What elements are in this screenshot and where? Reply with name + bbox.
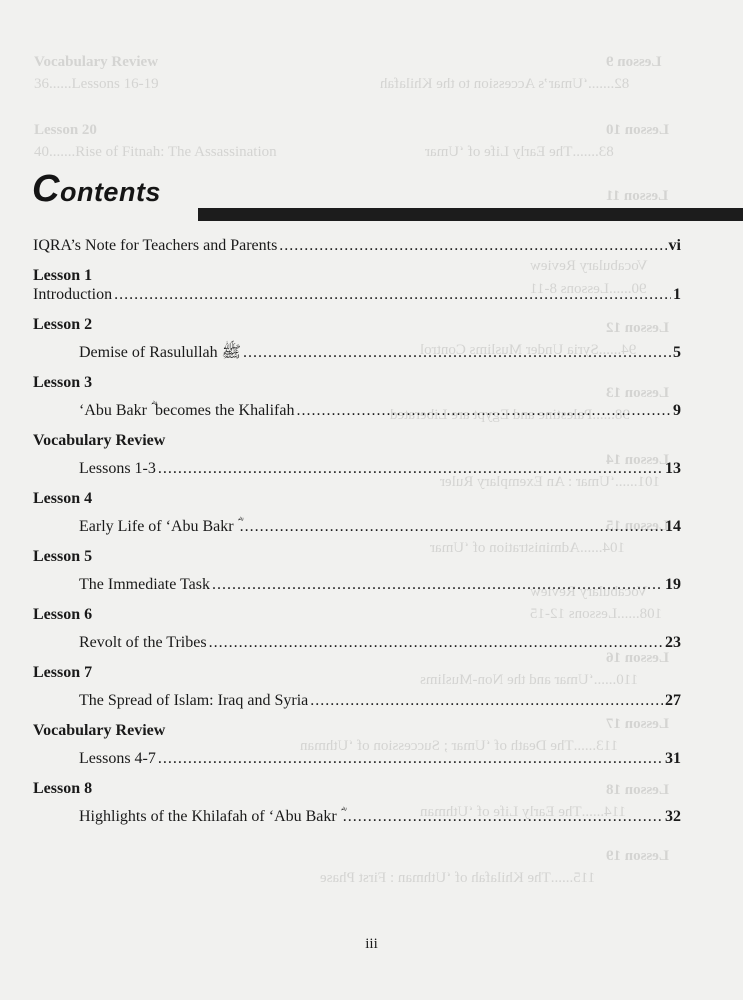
toc-entry-label: ‘Abu Bakr ؓ becomes the Khalifah xyxy=(79,402,295,419)
leader-dots xyxy=(296,401,671,420)
toc-entry-label: Highlights of the Khilafah of ‘Abu Bakr ؓ xyxy=(79,808,341,825)
toc-page-number: 32 xyxy=(665,808,681,825)
toc-entry-label: Early Life of ‘Abu Bakr ؓ xyxy=(79,518,238,535)
leader-dots xyxy=(158,459,663,478)
toc-entry-label: Introduction xyxy=(33,286,113,303)
toc-page-number: 19 xyxy=(665,576,681,593)
toc-page-number: 13 xyxy=(665,460,681,477)
leader-dots xyxy=(279,236,666,255)
toc-entry xyxy=(33,633,681,652)
title-rest: ontents xyxy=(59,177,161,207)
leader-dots xyxy=(343,807,663,826)
toc-page-number: 14 xyxy=(665,518,681,535)
toc-page-number: 31 xyxy=(665,750,681,767)
toc-heading: Lesson 8 xyxy=(33,780,93,797)
toc-entry-label: Revolt of the Tribes xyxy=(79,634,207,651)
toc-page-number: 1 xyxy=(673,286,681,303)
toc-entry xyxy=(33,575,681,594)
toc-entry xyxy=(33,807,681,826)
toc-page-number: 5 xyxy=(673,344,681,361)
page-title xyxy=(32,168,161,211)
leader-dots xyxy=(212,575,663,594)
toc-page-number: vi xyxy=(668,237,681,254)
leader-dots xyxy=(243,343,671,362)
title-rule xyxy=(198,208,743,221)
title-initial: C xyxy=(32,168,60,210)
toc-heading: Lesson 7 xyxy=(33,664,93,681)
toc-heading: Lesson 3 xyxy=(33,374,93,391)
toc-entry xyxy=(33,691,681,710)
toc-page-number: 27 xyxy=(665,692,681,709)
toc-entry xyxy=(33,401,681,420)
toc-heading: Lesson 1 xyxy=(33,267,93,284)
toc-entry-label: Lessons 4-7 xyxy=(79,750,156,767)
toc-heading: Vocabulary Review xyxy=(33,432,166,449)
table-of-contents xyxy=(33,236,681,826)
toc-page-number: 23 xyxy=(665,634,681,651)
toc-entry-label: IQRA’s Note for Teachers and Parents xyxy=(33,237,278,254)
toc-entry-label: The Immediate Task xyxy=(79,576,210,593)
toc-entry-label: Lessons 1-3 xyxy=(79,460,156,477)
toc-entry xyxy=(33,285,681,304)
toc-entry xyxy=(33,236,681,255)
leader-dots xyxy=(114,285,671,304)
toc-heading: Lesson 4 xyxy=(33,490,93,507)
book-page: Vocabulary Review 36......Lessons 16-19 82.......‘Umar’s Accession to the Khilafah Lesson 9 Lesson 20 40.......Rise of Fitnah: The Assassination 83.......The Early Life of ‘Umar Lesson 10 Lesson 11 Vocabulary Review 90......Lessons 8-11 Lesson 12 94......Syria Under Muslims Control Lesson 13 98......Palestine and Egypt are Liberated Lesson 14 101......‘Umar : An Exemplary Ruler Lesson 15 104......Administration of ‘Umar Vocabulary Review 108......Lessons 12-15 Lesson 16 110......‘Umar and the Non-Muslims Lesson 17 113......The Death of ‘Umar ; Succession of ‘Uthman Lesson 18 114......The Early Life of ‘Uthman Lesson 19 115......The Khilafah of ‘Uthman : First Phase Contents IQRA’s Note for Teachers and Parents ..... vi Lesson 1 Introduction ..... 1 Lesson 2 Demise of Rasulullah ﷺ ..... 5 Lesson 3 ‘Abu Bakr ؓ becomes the Khalifah ..... 9 Vocabulary Review Lessons 1-3 ..... 13 Lesson 4 Early Life of ‘Abu Bakr ؓ ..... 14 Lesson 5 The Immediate Task ..... 19 Lesson 6 Revolt of the Tribes ..... 23 Lesson 7 The Spread of Islam: Iraq and Syria ..... 27 Vocabulary Review Lessons 4-7 ..... 31 Lesson 8 Highlights of the Khilafah of ‘Abu Bakr ؓ ..... 32 iii xyxy=(0,0,743,1000)
leader-dots xyxy=(310,691,663,710)
page-folio: iii xyxy=(365,936,378,952)
toc-page-number: 9 xyxy=(673,402,681,419)
toc-heading: Vocabulary Review xyxy=(33,722,166,739)
leader-dots xyxy=(209,633,663,652)
toc-heading: Lesson 5 xyxy=(33,548,93,565)
toc-entry xyxy=(33,343,681,362)
toc-entry xyxy=(33,749,681,768)
toc-entry-label: Demise of Rasulullah ﷺ xyxy=(79,344,241,361)
toc-heading: Lesson 2 xyxy=(33,316,93,333)
leader-dots xyxy=(240,517,663,536)
toc-entry xyxy=(33,517,681,536)
leader-dots xyxy=(158,749,663,768)
toc-entry-label: The Spread of Islam: Iraq and Syria xyxy=(79,692,309,709)
toc-heading: Lesson 6 xyxy=(33,606,93,623)
toc-entry xyxy=(33,459,681,478)
